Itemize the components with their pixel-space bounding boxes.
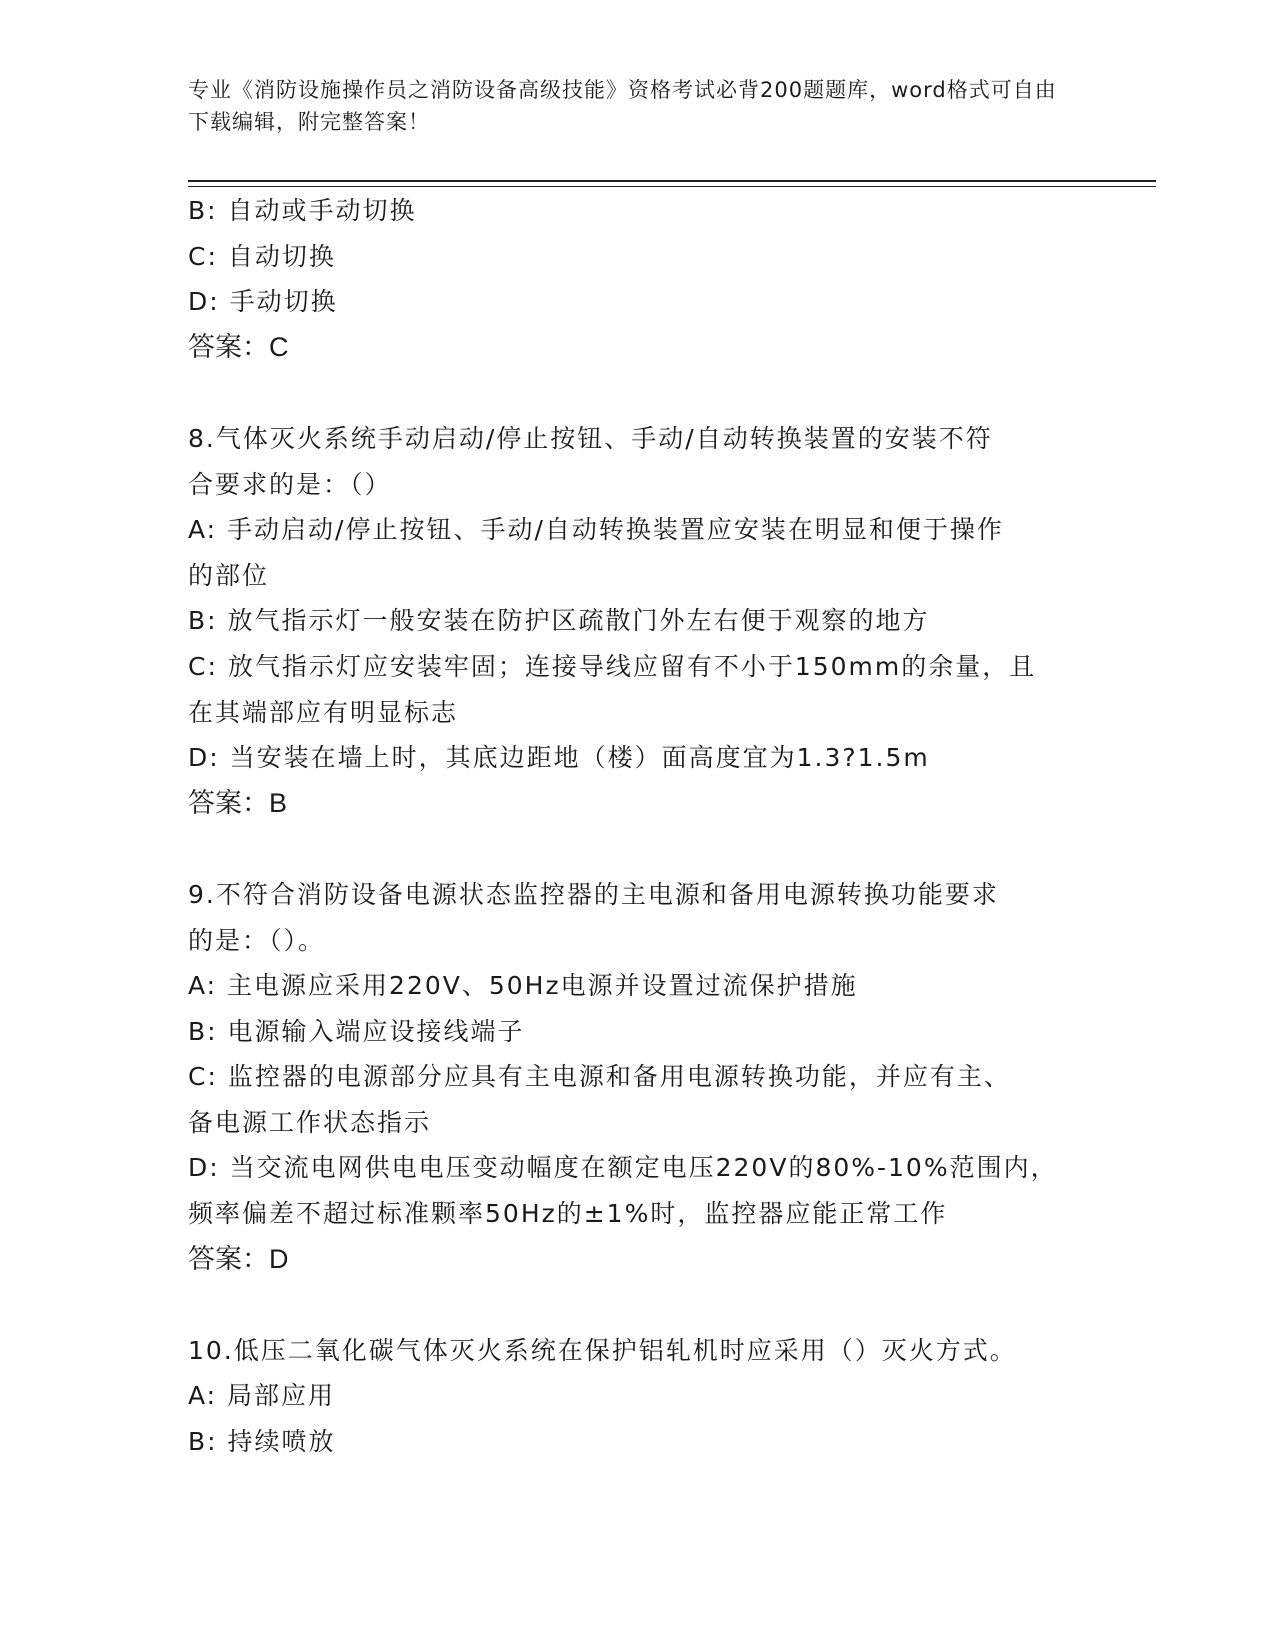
question-stem-cont: 的是：（）。 <box>188 925 326 955</box>
question-10 <box>188 1328 1088 1465</box>
question-content <box>188 188 1088 1465</box>
answer: 答案：C <box>188 331 289 362</box>
option-b: B: 电源输入端应设接线端子 <box>188 1016 525 1046</box>
option-a: A: 手动启动/停止按钮、手动/自动转换装置应安装在明显和便于操作 <box>188 515 1004 545</box>
option-d: D: 当安装在墙上时，其底边距地（楼）面高度宜为1.3?1.5m <box>188 743 930 773</box>
question-stem: 8.气体灭火系统手动启动/停止按钮、手动/自动转换装置的安装不符 <box>188 423 993 453</box>
answer: 答案：B <box>188 787 288 818</box>
option-b: B: 自动或手动切换 <box>188 196 417 225</box>
question-9 <box>188 872 1088 1282</box>
spacer <box>188 1282 1088 1328</box>
spacer <box>188 826 1088 872</box>
option-c: C: 自动切换 <box>188 241 336 271</box>
option-c-cont: 备电源工作状态指示 <box>188 1107 432 1137</box>
option-d: D: 当交流电网供电电压变动幅度在额定电压220V的80%-10%范围内， <box>188 1153 1058 1183</box>
header-divider <box>188 180 1156 182</box>
question-8 <box>188 416 1088 826</box>
document-title: 专业《消防设施操作员之消防设备高级技能》资格考试必背200题题库，word格式可自由下载编辑，附完整答案！ <box>188 78 1057 134</box>
answer: 答案：D <box>188 1243 289 1274</box>
option-b: B: 放气指示灯一般安装在防护区疏散门外左右便于观察的地方 <box>188 606 930 636</box>
option-c-cont: 在其端部应有明显标志 <box>188 697 459 727</box>
header-divider-thin <box>188 186 1156 187</box>
question-stem: 10.低压二氧化碳气体灭火系统在保护铝轧机时应采用（）灭火方式。 <box>188 1335 1017 1365</box>
option-d-cont: 频率偏差不超过标准颗率50Hz的±1%时，监控器应能正常工作 <box>188 1199 948 1229</box>
question-7-tail <box>188 188 1088 370</box>
option-a-cont: 的部位 <box>188 560 270 590</box>
option-a: A: 主电源应采用220V、50Hz电源并设置过流保护措施 <box>188 971 858 1001</box>
document-header <box>188 74 1068 138</box>
option-a: A: 局部应用 <box>188 1381 336 1411</box>
option-d: D: 手动切换 <box>188 287 338 317</box>
question-stem: 9.不符合消防设备电源状态监控器的主电源和备用电源转换功能要求 <box>188 879 999 909</box>
spacer <box>188 370 1088 416</box>
question-stem-cont: 合要求的是：（） <box>188 469 392 499</box>
option-c: C: 放气指示灯应安装牢固；连接导线应留有不小于150mm的余量，且 <box>188 651 1037 681</box>
option-b: B: 持续喷放 <box>188 1427 336 1457</box>
option-c: C: 监控器的电源部分应具有主电源和备用电源转换功能，并应有主、 <box>188 1062 1011 1092</box>
